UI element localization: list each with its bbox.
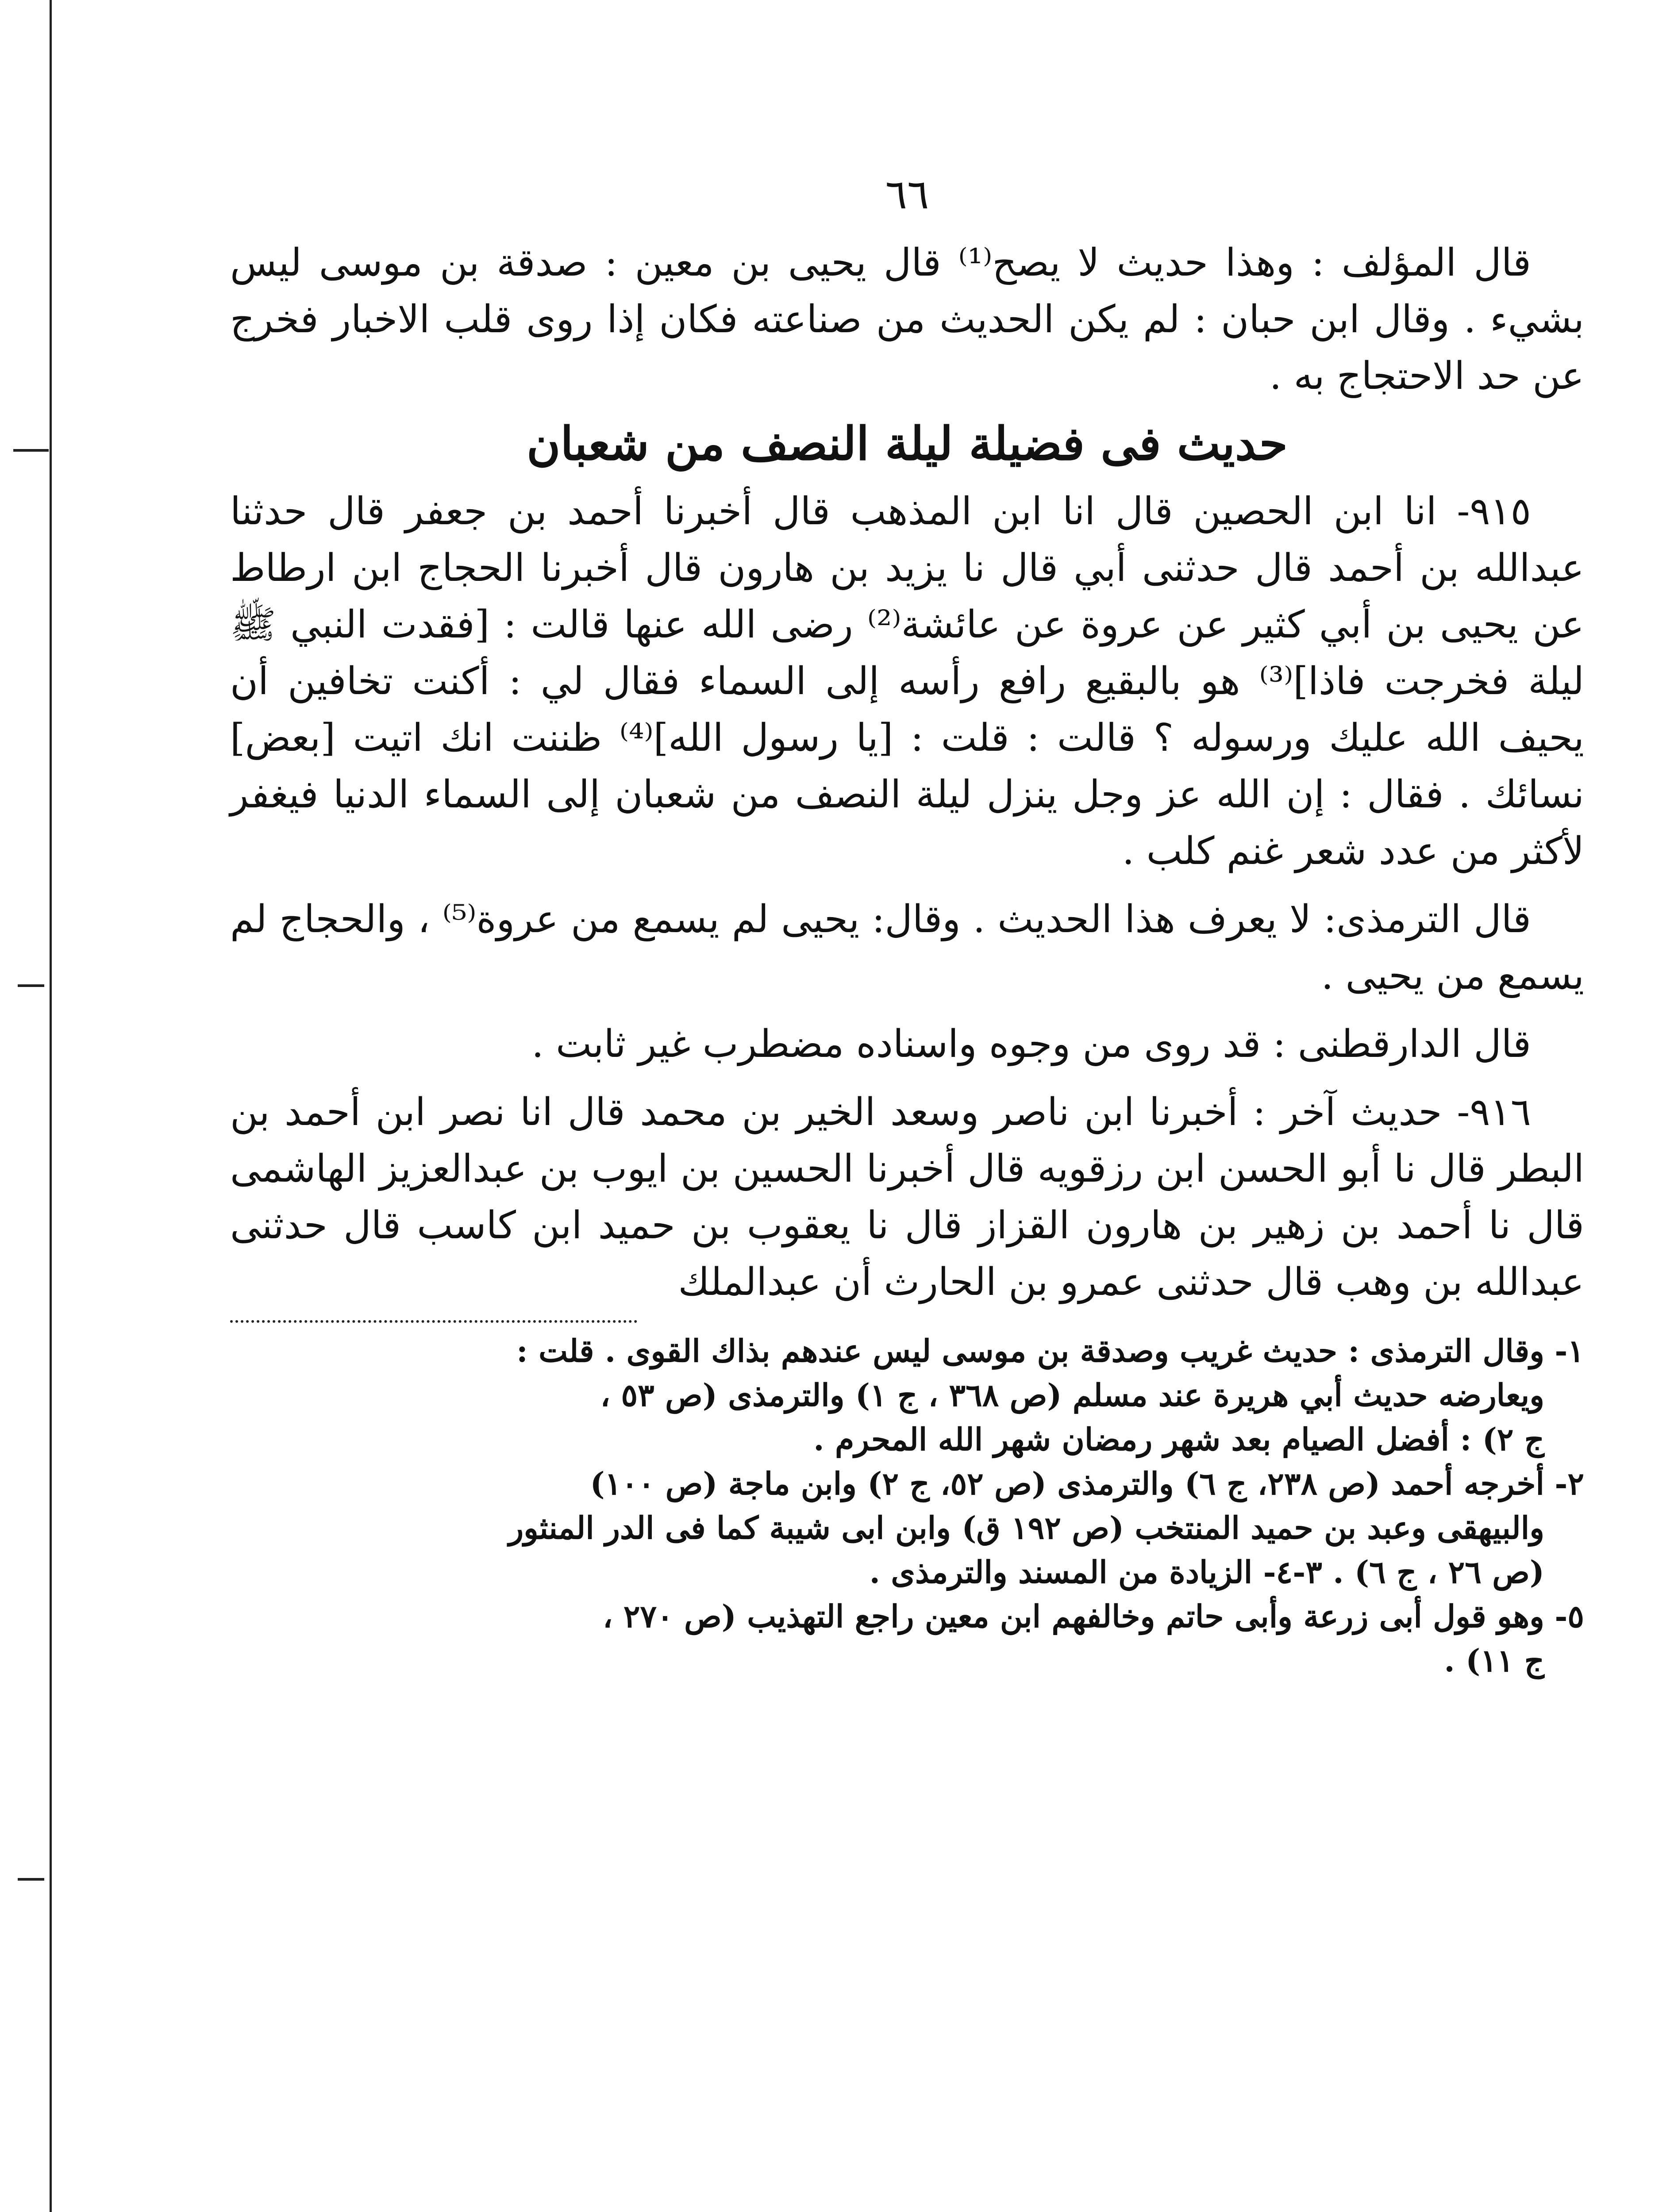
text-line: ليس بشيء . وقال ابن حبان : لم يكن الحديث من صناعته فكان إذا روى قلب [230, 241, 1584, 342]
page-number: ٦٦ [885, 171, 929, 218]
footnote-number: ١- [1555, 1333, 1584, 1369]
footnote-number: ٥- [1555, 1598, 1584, 1635]
book-page [230, 168, 1584, 2212]
text-line: قال المؤلف : وهذا حديث لا يصح⁽¹⁾ قال يحيى بن معين : صدقة بن موسى [319, 241, 1532, 285]
text-line: [فقدت النبي ﷺ ليلة فخرجت فاذا]⁽³⁾ هو بالبقيع رافع رأسه إلى السماء فقال [230, 603, 1584, 703]
section-heading: حديث فى فضيلة ليلة النصف من شعبان [527, 416, 1288, 471]
scan-margin-mark [13, 449, 49, 452]
footnote-text [230, 1329, 1544, 1462]
text-line: عبدالعزيز الهاشمى قال نا أحمد بن زهير بن هارون القزاز قال نا يعقوب بن حميد [230, 1147, 1585, 1248]
footnote-1 [230, 1329, 1584, 1462]
footnote-number: ٢- [1555, 1465, 1584, 1502]
footnote-2 [230, 1462, 1584, 1594]
body-text [230, 234, 1584, 1310]
footnote-line: ويعارضه حديث أبي هريرة عند مسلم (ص ٣٦٨ ، ج ١) والترمذى (ص ٥٣ ، [600, 1377, 1544, 1413]
text-line: والحجاج لم يسمع من يحيى . [230, 897, 1584, 998]
text-line: لي : أكنت تخافين أن يحيف الله عليك ورسوله ؟ قالت : قلت : [يا رسول الله]⁽⁴⁾ [230, 659, 1584, 760]
scan-margin-mark [18, 1878, 44, 1881]
footnotes [230, 1329, 1584, 1683]
footnote-line: (ص ٢٦ ، ج ٦) . ٣-٤- الزيادة من المسند والترمذى . [869, 1554, 1544, 1590]
footnote-line: ج ١١) . [1444, 1642, 1544, 1679]
text-line: ابن أحمد بن البطر قال نا أبو الحسن ابن رزقويه قال أخبرنا الحسين بن ايوب بن [230, 1090, 1584, 1191]
text-line: حدثنا عبدالله بن أحمد قال حدثنى أبي قال نا يزيد بن هارون قال أخبرنا الحجاج [230, 489, 1584, 590]
hadith-916-paragraph [230, 1084, 1584, 1310]
footnote-line: وهو قول أبى زرعة وأبى حاتم وخالفهم ابن معين راجع التهذيب (ص ٢٧٠ ، [602, 1598, 1544, 1635]
text-line: الاخبار فخرج عن حد الاحتجاج به . [230, 297, 1584, 398]
text-line: قال الدارقطنى : قد روى من وجوه واسناده مضطرب غير ثابت . [531, 1022, 1531, 1066]
footnote-line: أخرجه أحمد (ص ٢٣٨، ج ٦) والترمذى (ص ٥٢، ج ٢) وابن ماجة (ص ١٠٠) [590, 1465, 1544, 1502]
tirmidhi-comment-paragraph [230, 891, 1584, 1004]
text-line: ظننت انك اتيت [بعض] نسائك . فقال : إن الله عز وجل ينزل ليلة النصف من [230, 716, 1584, 817]
text-line: ابن ارطاط عن يحيى بن أبي كثير عن عروة عن عائشة⁽²⁾ رضى الله عنها قالت : [230, 546, 1584, 647]
footnote-text [230, 1462, 1544, 1594]
scan-margin-mark [18, 984, 44, 987]
footnote-line: ج ٢) : أفضل الصيام بعد شهر رمضان شهر الله المحرم . [813, 1421, 1544, 1458]
scan-binding-edge [50, 0, 52, 2212]
hadith-915-paragraph [230, 483, 1584, 879]
text-line: قال الترمذى: لا يعرف هذا الحديث . وقال: يحيى لم يسمع من عروة⁽⁵⁾ ، [417, 897, 1531, 941]
text-line: شعبان إلى السماء الدنيا فيغفر لأكثر من عدد شعر غنم كلب . [230, 772, 1584, 873]
footnote-separator [230, 1320, 637, 1323]
footnote-5 [230, 1594, 1584, 1683]
footnote-line: والبيهقى وعبد بن حميد المنتخب (ص ١٩٢ ق) وابن ابى شيبة كما فى الدر المنثور [508, 1509, 1544, 1546]
footnote-line: وقال الترمذى : حديث غريب وصدقة بن موسى ليس عندهم بذاك القوى . قلت : [516, 1333, 1544, 1369]
text-line: ٩١٥- انا ابن الحصين قال انا ابن المذهب قال أخبرنا أحمد بن جعفر قال [327, 489, 1531, 534]
daraqutni-comment-paragraph [230, 1016, 1584, 1072]
footnote-text [230, 1594, 1544, 1683]
text-line: ٩١٦- حديث آخر : أخبرنا ابن ناصر وسعد الخير بن محمد قال انا نصر [440, 1090, 1531, 1134]
text-line: ابن كاسب قال حدثنى عبدالله بن وهب قال حدثنى عمرو بن الحارث أن عبدالملك [230, 1203, 1584, 1304]
author-comment-paragraph [230, 234, 1584, 404]
